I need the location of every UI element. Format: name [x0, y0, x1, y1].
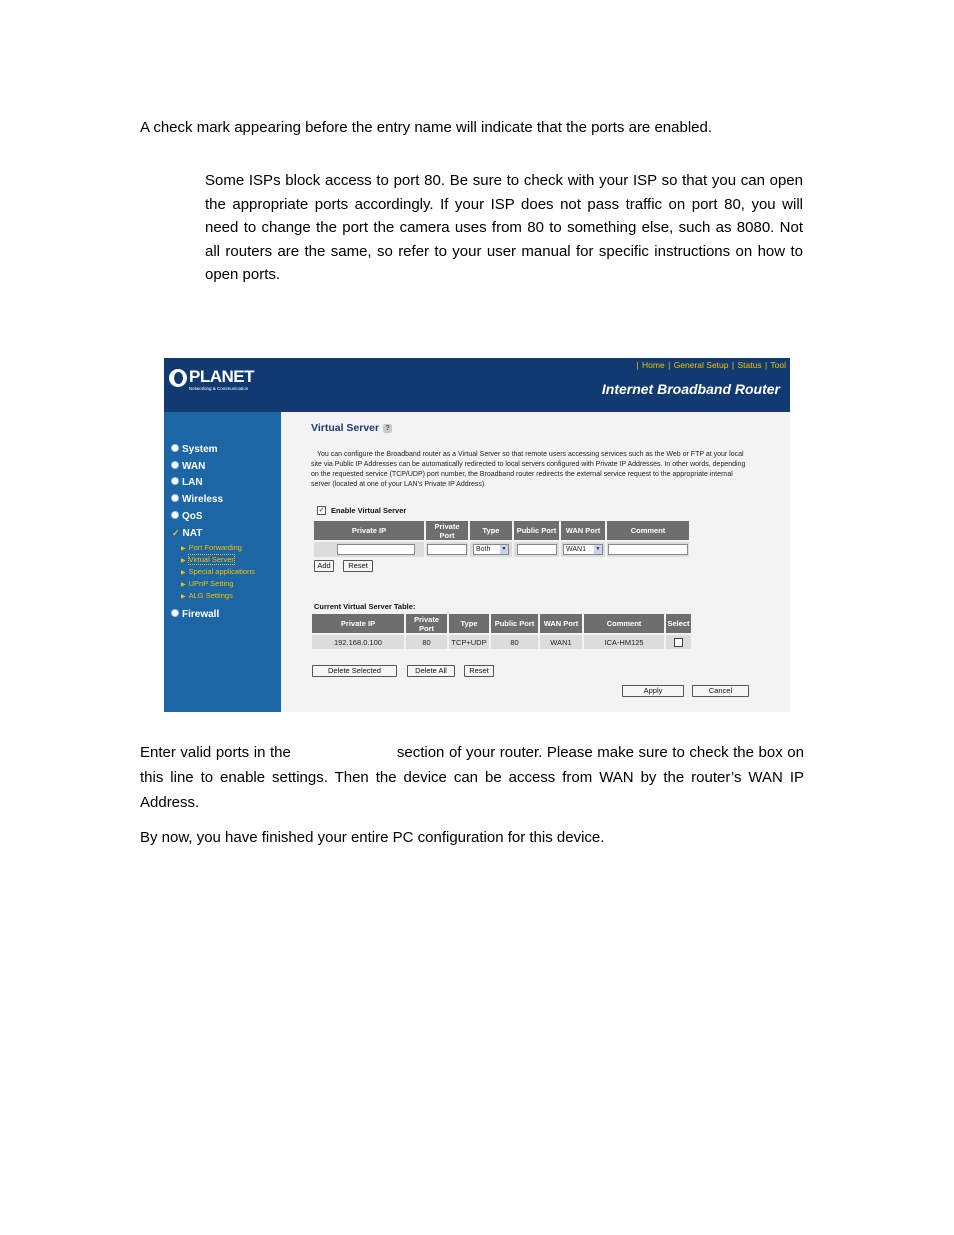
- enable-virtual-server-label: Enable Virtual Server: [331, 506, 407, 515]
- cell-private-port: 80: [406, 635, 447, 649]
- cell-comment: ICA-HM125: [584, 635, 664, 649]
- nav-alg-settings[interactable]: ▶ ALG Settings: [181, 591, 233, 600]
- private-ip-input[interactable]: [337, 544, 415, 555]
- reset-table-button[interactable]: Reset: [464, 665, 494, 677]
- help-icon[interactable]: ?: [383, 424, 392, 433]
- nav-virtual-server[interactable]: ▶ Virtual Server: [181, 555, 234, 564]
- col-select: Select: [666, 614, 691, 633]
- header-type: Type: [470, 521, 512, 540]
- nav-wireless[interactable]: Wireless: [172, 493, 223, 507]
- cell-type: TCP+UDP: [449, 635, 489, 649]
- private-port-input[interactable]: [427, 544, 467, 555]
- page-title: Virtual Server ?: [311, 422, 392, 434]
- public-port-input[interactable]: [517, 544, 557, 555]
- arrow-right-icon: ▶: [181, 570, 186, 576]
- arrow-right-icon: ▶: [181, 558, 186, 564]
- nav-wan[interactable]: WAN: [172, 460, 205, 474]
- bullet-icon: [172, 462, 178, 468]
- top-links: | Home | General Setup | Status | Tool: [636, 360, 786, 370]
- check-icon: ✓: [172, 528, 180, 538]
- logo-text: PLANET: [189, 367, 254, 386]
- add-button[interactable]: Add: [314, 560, 334, 572]
- nav-upnp-setting[interactable]: ▶ UPnP Setting: [181, 579, 234, 588]
- table-row: [312, 635, 691, 649]
- arrow-right-icon: ▶: [181, 546, 186, 552]
- bullet-icon: [172, 512, 178, 518]
- link-general-setup[interactable]: General Setup: [673, 360, 729, 370]
- type-select[interactable]: Both ▼: [473, 544, 509, 555]
- chevron-down-icon: ▼: [501, 546, 507, 552]
- bullet-icon: [172, 495, 178, 501]
- enable-virtual-server-checkbox[interactable]: ✓: [318, 506, 325, 514]
- header-wan-port: WAN Port: [561, 521, 605, 540]
- router-header: [164, 358, 790, 412]
- entry-table: [312, 519, 691, 559]
- arrow-right-icon: ▶: [181, 594, 186, 600]
- cell-public-port: 80: [491, 635, 538, 649]
- col-type: Type: [449, 614, 489, 633]
- link-status[interactable]: Status: [737, 360, 762, 370]
- arrow-right-icon: ▶: [181, 582, 186, 588]
- router-screenshot: [164, 358, 790, 712]
- select-checkbox[interactable]: [674, 638, 683, 647]
- delete-all-button[interactable]: Delete All: [407, 665, 455, 677]
- para2-start: Enter valid ports in the: [140, 744, 291, 761]
- header-private-ip: Private IP: [314, 521, 424, 540]
- para2-rest: section of your router. Please make sure to check the box on this line to enable settings. Then the device can be access from WAN by the router’s WAN IP Address.: [140, 744, 804, 811]
- delete-selected-button[interactable]: Delete Selected: [312, 665, 397, 677]
- col-private-ip: Private IP: [312, 614, 404, 633]
- cell-private-ip: 192.168.0.100: [312, 635, 404, 649]
- router-main-panel: [281, 412, 790, 712]
- planet-logo: [169, 367, 269, 397]
- cell-wan-port: WAN1: [540, 635, 582, 649]
- header-private-port: Private Port: [426, 521, 468, 540]
- nav-firewall[interactable]: Firewall: [172, 608, 219, 622]
- current-virtual-server-table: [310, 612, 693, 651]
- col-comment: Comment: [584, 614, 664, 633]
- chevron-down-icon: ▼: [595, 546, 601, 552]
- header-comment: Comment: [607, 521, 689, 540]
- bullet-icon: [172, 478, 178, 484]
- enable-virtual-server-row: [317, 506, 406, 516]
- link-tool[interactable]: Tool: [770, 360, 786, 370]
- nav-qos[interactable]: QoS: [172, 510, 203, 524]
- reset-button[interactable]: Reset: [343, 560, 373, 572]
- closing-paragraph: By now, you have finished your entire PC configuration for this device.: [140, 829, 605, 846]
- nav-nat[interactable]: ✓ NAT: [172, 528, 203, 539]
- apply-button[interactable]: Apply: [622, 685, 684, 697]
- col-private-port: Private Port: [406, 614, 447, 633]
- planet-logo-icon: [169, 369, 187, 387]
- col-public-port: Public Port: [491, 614, 538, 633]
- nav-system[interactable]: System: [172, 443, 218, 457]
- comment-input[interactable]: [608, 544, 688, 555]
- description: You can configure the Broadband router as a Virtual Server so that remote users accessing services such as the Web or FTP at your local site via Public IP Addresses can be automatically redirected to local servers configured with Private IP Addresses. In other words, depending on the requested service (TCP/UDP) port number, the Broadband router redirects the external service request to the appropriate internal server (located at one of your LAN's Private IP Address).: [311, 451, 746, 488]
- col-wan-port: WAN Port: [540, 614, 582, 633]
- enter-ports-paragraph: [140, 740, 804, 815]
- header-public-port: Public Port: [514, 521, 559, 540]
- nav-lan[interactable]: LAN: [172, 476, 203, 490]
- nav-special-applications[interactable]: ▶ Special applications: [181, 567, 255, 576]
- router-sidebar: [164, 412, 281, 712]
- intro-paragraph: A check mark appearing before the entry name will indicate that the ports are enabled.: [140, 119, 712, 136]
- router-title: Internet Broadband Router: [601, 381, 780, 397]
- isp-note-paragraph: Some ISPs block access to port 80. Be sure to check with your ISP so that you can open the appropriate ports accordingly. If your ISP does not pass traffic on port 80, you will need to change the port the camera uses from 80 to something else, such as 8080. Not all routers are the same, so refer to your user manual for specific instructions on how to open ports.: [205, 172, 803, 283]
- logo-subtitle: Networking & Communication: [189, 386, 249, 391]
- wan-port-select[interactable]: WAN1 ▼: [563, 544, 603, 555]
- cancel-button[interactable]: Cancel: [692, 685, 749, 697]
- bullet-icon: [172, 610, 178, 616]
- link-home[interactable]: Home: [642, 360, 665, 370]
- nav-port-forwarding[interactable]: ▶ Port Forwarding: [181, 543, 242, 552]
- bullet-icon: [172, 445, 178, 451]
- current-table-label: Current Virtual Server Table:: [314, 602, 416, 611]
